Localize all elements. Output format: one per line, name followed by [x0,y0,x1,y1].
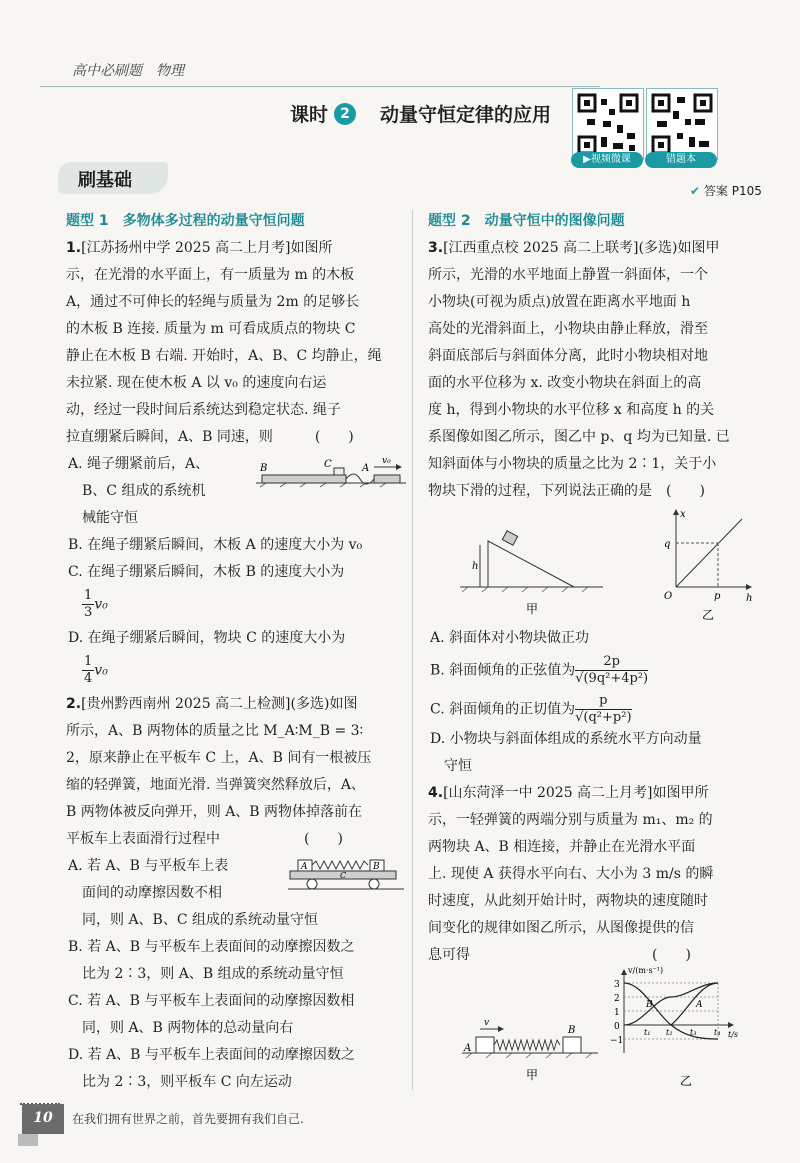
q1-figure [256,453,406,487]
q1-line: 拉直绷紧后瞬间，A、B 同速，则 ( ) [66,429,354,445]
header-rule [40,86,600,87]
right-column [428,208,768,1091]
q1-line: A，通过不可伸长的轻绳与质量为 2m 的足够长 [66,294,360,310]
question-number: 3. [428,240,444,256]
question-number: 2. [66,696,82,712]
option-text: B. 若 A、B 与平板车上表面间的动摩擦因数之 [68,939,355,955]
q2-option-a[interactable] [66,853,406,934]
option-text: A. 绳子绷紧前后，A、 [68,456,210,472]
q4-line: 时速度，从此刻开始计时，两物块的速度随时 [428,893,708,909]
qr-code-icon [573,89,643,159]
page-tab-decor [18,1134,38,1146]
q3-line: 斜面底部后与斜面体分离，此时小物块相对地 [428,348,708,364]
q4-line: 示，一轻弹簧的两端分别与质量为 m₁、m₂ 的 [428,812,713,828]
option-text: 械能守恒 [82,510,138,526]
q3-line: 面的水平位移为 x. 改变小物块在斜面上的高 [428,375,702,391]
q4-line: 间变化的规律如图乙所示，从图像提供的信 [428,920,694,936]
q1-line: 静止在木板 B 右端. 开始时，A、B、C 均静止，绳 [66,348,382,364]
q3-option-b[interactable] [428,654,768,687]
graph-y-label: v/(m·s⁻¹) [628,966,664,975]
fig-label: v [484,1018,490,1028]
question-3 [428,235,768,780]
qr-video[interactable] [572,88,644,160]
fig-caption-jia: 甲 [526,602,539,616]
question-2 [66,691,406,1096]
graph-y-tick: 1 [614,1008,620,1018]
q2-figure [288,855,404,897]
q3-figures [428,507,768,625]
q1-line: 动，经过一段时间后系统达到稳定状态. 绳子 [66,402,341,418]
q1-option-c[interactable] [66,559,406,621]
question-4 [428,780,768,1091]
fig-label: B [260,463,268,474]
q3-option-d[interactable] [428,726,768,780]
footer-motto: 在我们拥有世界之前，首先要拥有我们自己. [72,1112,304,1126]
graph-origin-label: O [664,591,673,602]
fig-label: B [373,862,380,872]
fig-label: A [362,463,370,474]
q1-line: 示，在光滑的水平面上，有一质量为 m 的木板 [66,267,355,283]
graph-x-tick: t₃ [690,1028,697,1037]
option-text: 面间的动摩擦因数不相 [82,885,222,901]
graph-y-tick: 2 [614,994,620,1004]
graph-y-tick: 3 [614,980,620,990]
option-text: 同，则 A、B 两物体的总动量向右 [82,1020,294,1036]
fig-caption-jia: 甲 [526,1068,539,1082]
option-text: 同，则 A、B、C 组成的系统动量守恒 [82,912,319,928]
q2-line: [贵州黔西南州 2025 高二上检测](多选)如图 [81,696,358,712]
frac-num: 1 [84,588,93,603]
fraction [575,693,631,726]
option-text: C. 在绳子绷紧后瞬间，木板 B 的速度大小为 [68,564,345,580]
q2-line: 缩的轻弹簧，地面光滑. 当弹簧突然释放后，A、 [66,777,366,793]
fraction [82,654,94,687]
q1-line: 的木板 B 连接. 质量为 m 可看成质点的物块 C [66,321,356,337]
frac-var: v₀ [94,662,108,679]
graph-axis-label: x [680,509,686,520]
q3-line: 物块下滑的过程，下列说法正确的是 ( ) [428,483,705,499]
q4-line: 两物块 A、B 相连接，并静止在光滑水平面 [428,839,696,855]
q2-line: 所示，A、B 两物体的质量之比 M_A∶M_B = 3∶ [66,723,364,739]
vt-graph [610,966,738,1053]
q2-option-d[interactable] [66,1042,406,1096]
q3-line: 高处的光滑斜面上，小物块由静止释放，滑至 [428,321,708,337]
column-divider [412,210,413,1090]
question-number: 1. [66,240,82,256]
qr-video-label: ▶视频微课 [571,152,643,168]
fig-caption-yi: 乙 [702,608,715,622]
q3-line: 度 h，得到小物块的水平位移 x 和高度 h 的关 [428,402,715,418]
answer-page: 答案 P105 [703,184,762,198]
frac-num: 1 [84,654,93,669]
lesson-label: 课时 [290,104,329,126]
frac-den: 4 [84,671,93,686]
graph-tick-label: q [664,539,671,550]
left-column [66,208,406,1096]
fig-label: h [472,561,479,572]
q1-option-b[interactable]: B. 在绳子绷紧后瞬间，木板 A 的速度大小为 v₀ [68,537,363,553]
graph-axis-label: h [746,593,753,604]
q1-option-d[interactable] [66,625,406,687]
curve-label: A [696,1000,703,1010]
frac-var: v₀ [94,596,108,613]
q4-line: 上. 现使 A 获得水平向右、大小为 3 m/s 的瞬 [428,866,714,882]
option-text: D. 小物块与斜面体组成的系统水平方向动量 [430,731,702,747]
q3-option-c[interactable] [428,693,768,726]
option-text: A. 若 A、B 与平板车上表 [68,858,229,874]
banner-label: 刷基础 [78,170,132,191]
q2-option-b[interactable] [66,934,406,988]
q2-line: 2，原来静止在平板车 C 上，A、B 间有一根被压 [66,750,372,766]
qr-error-book[interactable] [646,88,718,160]
curve-label: B [646,1000,653,1010]
book-title: 高中必刷题 物理 [72,63,184,79]
graph-x-tick: t₁ [644,1028,651,1037]
option-text: D. 若 A、B 与平板车上表面间的动摩擦因数之 [68,1047,355,1063]
fig-label: A [301,862,308,872]
option-text: D. 在绳子绷紧后瞬间，物块 C 的速度大小为 [68,630,346,646]
q2-line: 平板车上表面滑行过程中 ( ) [66,831,343,847]
lesson-title: 动量守恒定律的应用 [380,104,552,126]
graph-x-label: t/s [728,1030,739,1039]
qr-code-icon [647,89,717,159]
graph-y-tick: −1 [610,1036,624,1046]
question-1 [66,235,406,687]
graph-tick-label: p [714,591,721,602]
frac-den: √(q²+p²) [575,710,632,725]
fraction [575,654,648,687]
q3-line: [江西重点校 2025 高二上联考](多选)如图甲 [443,240,720,256]
frac-den: √(9q²+4p²) [575,671,649,686]
q1-option-a[interactable] [66,451,406,532]
option-text: B、C 组成的系统机 [82,483,206,499]
fig-caption-yi: 乙 [680,1074,693,1088]
frac-den: 3 [84,605,93,620]
fig-label: C [324,459,332,470]
q1-line: [江苏扬州中学 2025 高二上月考]如图所 [81,240,333,256]
graph-y-tick: 0 [614,1022,620,1032]
lesson-heading [290,100,551,127]
option-text: C. 斜面倾角的正切值为 [430,701,576,718]
q4-line: [山东菏泽一中 2025 高二上月考]如图甲所 [443,785,709,801]
q4-line: 息可得 ( ) [428,947,691,963]
q3-line: 小物块(可视为质点)放置在距离水平地面 h [428,294,691,310]
graph-x-tick: t₂ [666,1028,673,1037]
fig-label: v₀ [382,456,391,466]
option-text: B. 斜面倾角的正弦值为 [430,662,576,679]
frac-num: 2p [575,654,648,671]
fig-label: A [464,1043,472,1054]
q2-line: B 两物体被反向弹开，则 A、B 两物体掉落前在 [66,804,363,820]
fig-label: C [340,871,347,880]
answer-ref[interactable] [690,182,762,199]
q3-line: 系图像如图乙所示，图乙中 p、q 均为已知量. 已 [428,429,730,445]
q2-option-c[interactable] [66,988,406,1042]
qr-error-label: 错题本 [645,152,717,168]
section-title-1: 题型 1 多物体多过程的动量守恒问题 [66,213,305,229]
fig-label: B [568,1025,576,1036]
q4-figures [428,966,768,1091]
option-text: 比为 2∶3，则平板车 C 向左运动 [82,1074,292,1090]
frac-num: p [575,693,631,710]
check-icon: ✔ [690,184,701,198]
fraction [82,588,94,621]
section-title-2: 题型 2 动量守恒中的图像问题 [428,213,625,229]
lesson-number: 2 [334,103,356,125]
q3-line: 所示，光滑的水平地面上静置一斜面体，一个 [428,267,708,283]
page-number: 10 [22,1104,64,1134]
q3-option-a[interactable]: A. 斜面体对小物块做正功 [430,630,590,646]
option-text: 比为 2∶3，则 A、B 组成的系统动量守恒 [82,966,344,982]
question-number: 4. [428,785,444,801]
option-text: 守恒 [444,758,472,774]
q1-line: 未拉紧. 现在使木板 A 以 v₀ 的速度向右运 [66,375,327,391]
option-text: C. 若 A、B 与平板车上表面间的动摩擦因数相 [68,993,355,1009]
graph-x-tick: t₄ [714,1028,721,1037]
q3-line: 知斜面体与小物块的质量之比为 2∶1，关于小 [428,456,717,472]
